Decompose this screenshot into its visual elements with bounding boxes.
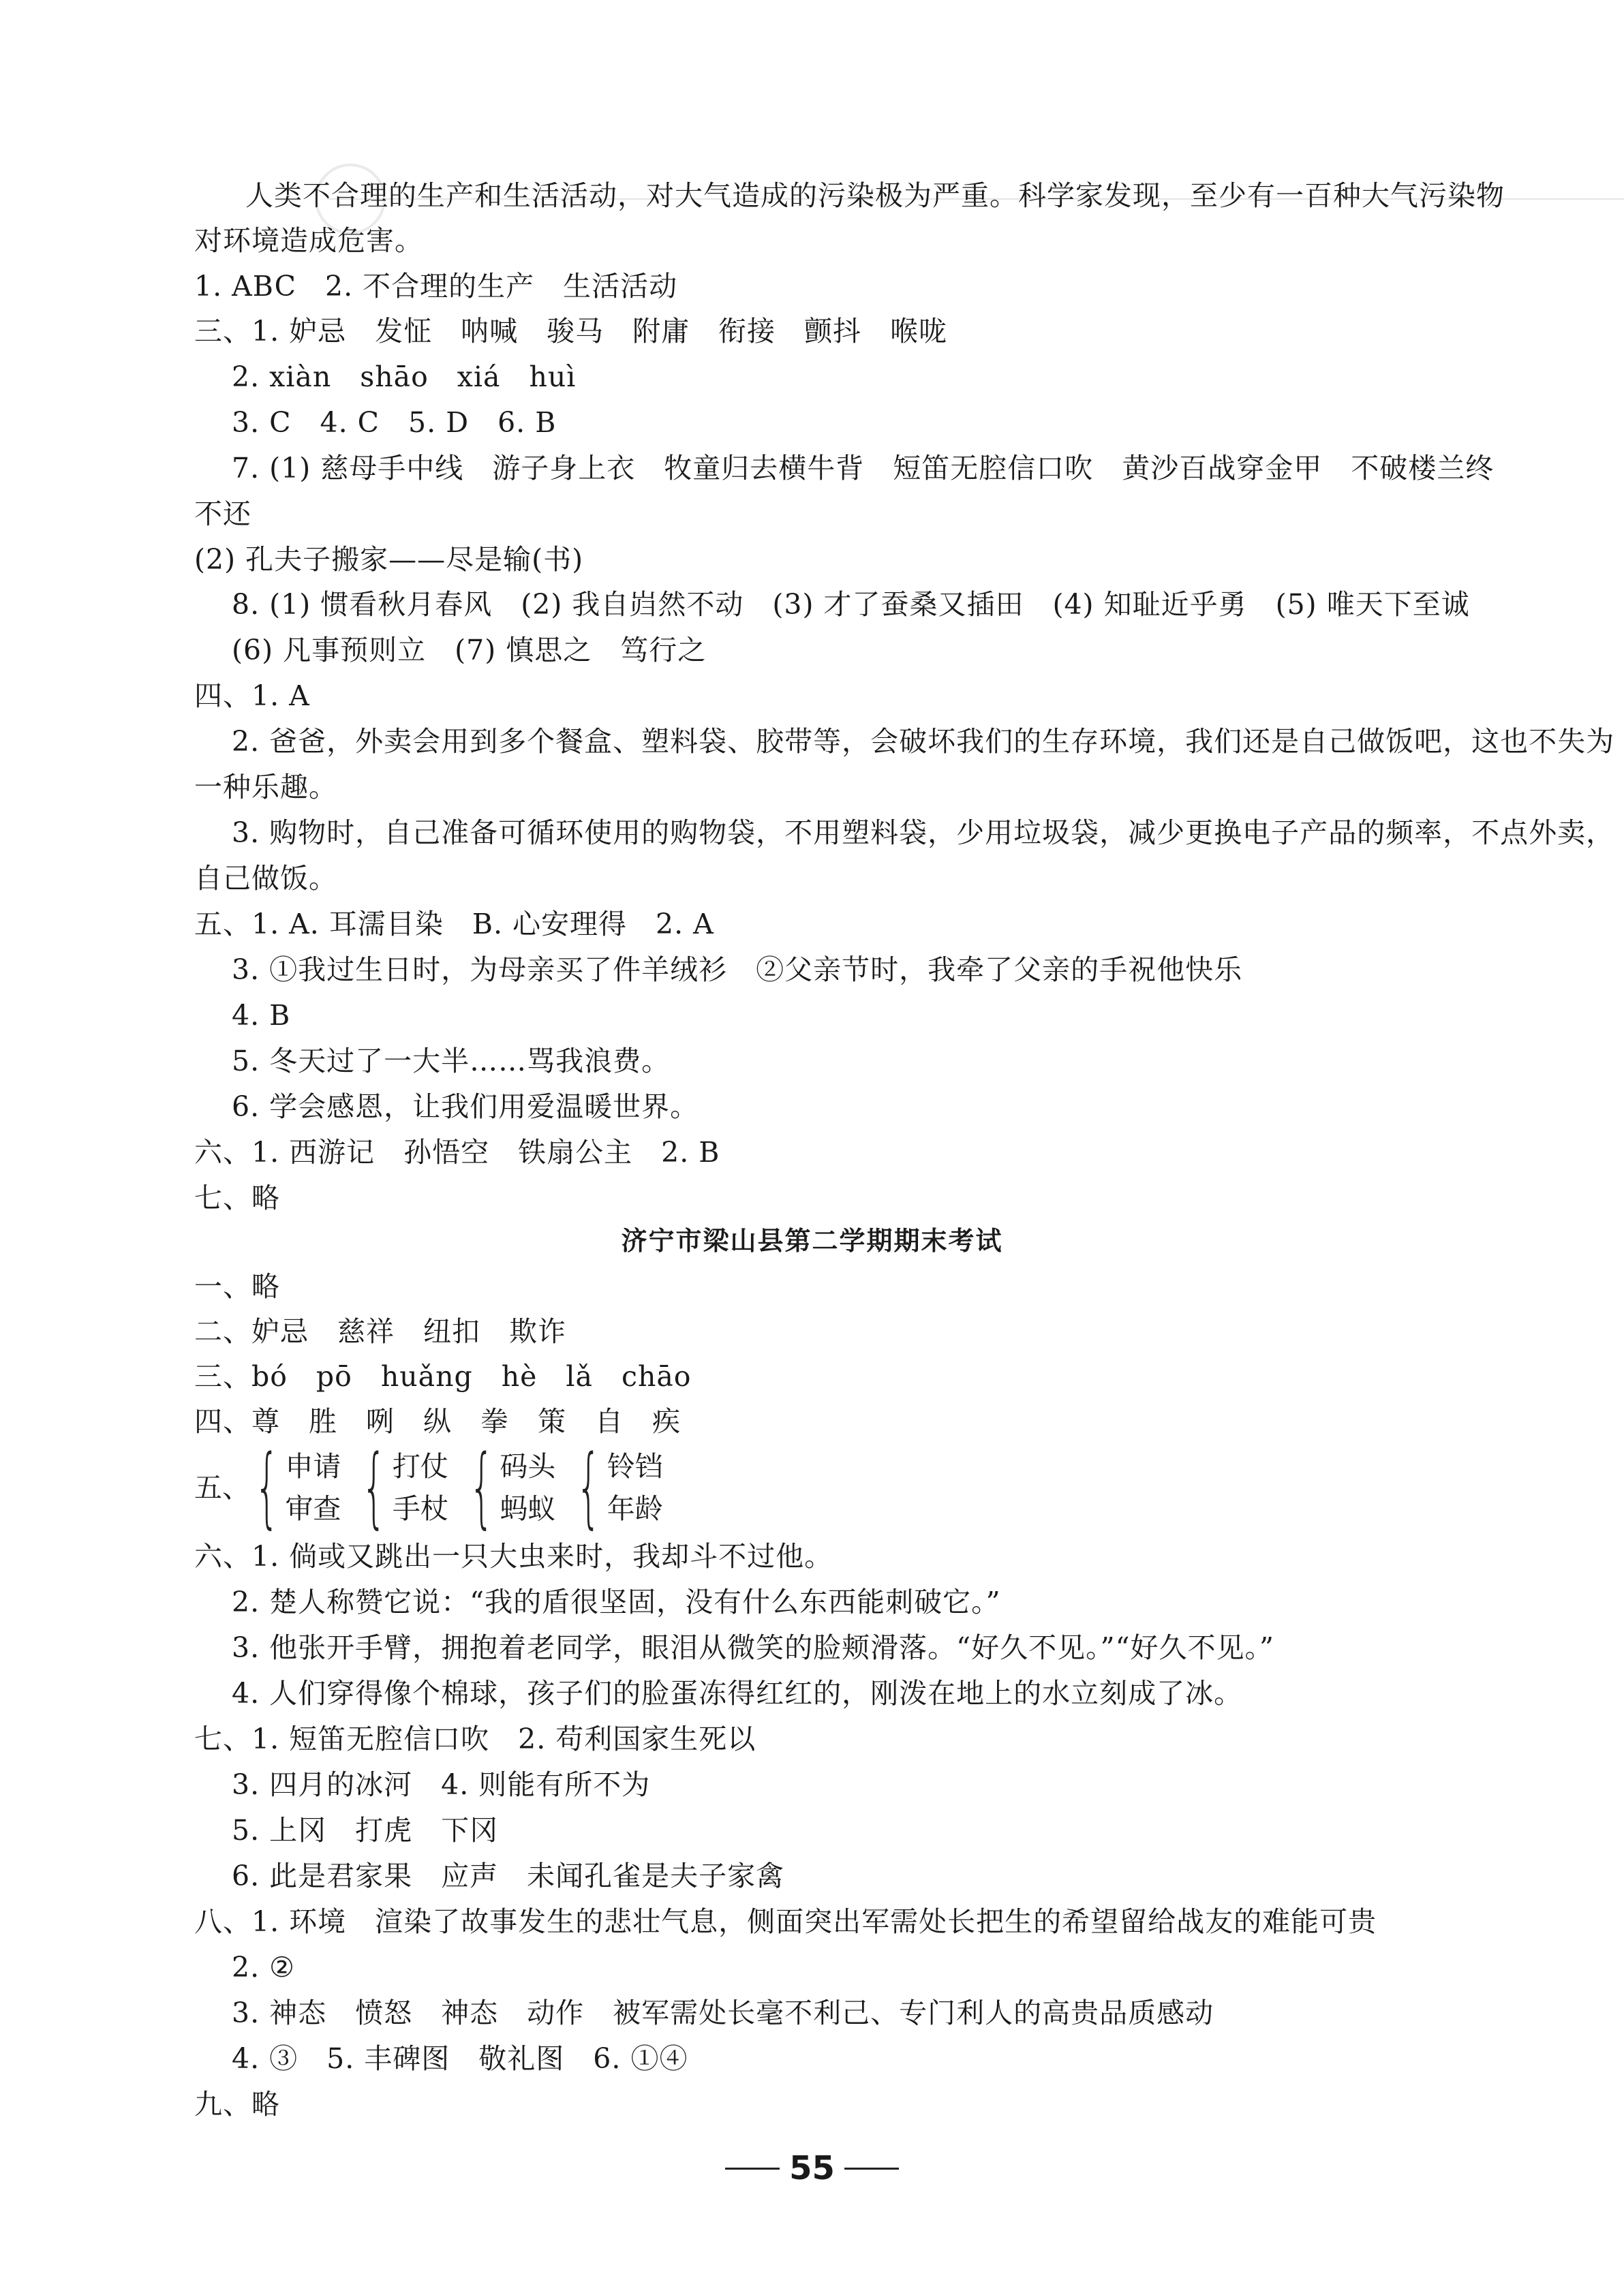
text-line: 三、1. 妒忌 发怔 呐喊 骏马 附庸 衔接 颤抖 喉咙 bbox=[194, 315, 948, 348]
text-line: 1. ABC 2. 不合理的生产 生活活动 bbox=[194, 270, 678, 303]
text-line: 6. 学会感恩，让我们用爱温暖世界。 bbox=[232, 1090, 699, 1123]
text-line: 2. 爸爸，外卖会用到多个餐盒、塑料袋、胶带等，会破坏我们的生存环境，我们还是自己做饭吧，这也不失为 bbox=[232, 725, 1615, 758]
page-footer bbox=[0, 2148, 1624, 2189]
word: 打仗 bbox=[392, 1450, 448, 1483]
left-brace-icon: { bbox=[361, 1436, 387, 1538]
word: 年龄 bbox=[607, 1492, 663, 1525]
text-line: 七、略 bbox=[194, 1182, 280, 1214]
left-brace-icon: { bbox=[469, 1436, 494, 1538]
word-pair-groups bbox=[194, 1436, 681, 1538]
text-line: (6) 凡事预则立 (7) 慎思之 笃行之 bbox=[232, 634, 707, 666]
text-line: 三、bó pō huǎng hè lǎ chāo bbox=[194, 1360, 692, 1393]
text-line: 2. xiàn shāo xiá huì bbox=[232, 360, 577, 393]
text-line: 一种乐趣。 bbox=[194, 771, 337, 803]
word-pair-group bbox=[358, 1436, 448, 1538]
text-line: 六、1. 西游记 孙悟空 铁扇公主 2. B bbox=[194, 1136, 720, 1169]
text-line: 二、妒忌 慈祥 纽扣 欺诈 bbox=[194, 1315, 566, 1348]
text-line: 3. 他张开手臂，拥抱着老同学，眼泪从微笑的脸颊滑落。“好久不见。”“好久不见。” bbox=[232, 1631, 1274, 1664]
text-line: (2) 孔夫子搬家——尽是输(书) bbox=[194, 543, 584, 576]
text-line: 8. (1) 惯看秋月春风 (2) 我自岿然不动 (3) 才了蚕桑又插田 (4) 知耻近乎勇 (5) 唯天下至诚 bbox=[232, 588, 1470, 621]
text-line: 7. (1) 慈母手中线 游子身上衣 牧童归去横牛背 短笛无腔信口吹 黄沙百战穿金甲 不破楼兰终 bbox=[232, 452, 1495, 484]
page-number: 55 bbox=[789, 2149, 835, 2187]
text-line: 4. B bbox=[232, 999, 291, 1032]
word-pair-group bbox=[251, 1436, 341, 1538]
footer-dash bbox=[844, 2168, 899, 2170]
text-line: 5. 冬天过了一大半……骂我浪费。 bbox=[232, 1045, 671, 1077]
question-number: 五、 bbox=[194, 1471, 250, 1504]
text-line: 2. ② bbox=[232, 1951, 295, 1984]
text-line: 自己做饭。 bbox=[194, 862, 337, 895]
text-line: 九、略 bbox=[194, 2088, 280, 2121]
text-line: 不还 bbox=[194, 497, 251, 530]
text-line: 人类不合理的生产和生活活动，对大气造成的污染极为严重。科学家发现，至少有一百种大气污染物 bbox=[245, 179, 1505, 212]
word: 审查 bbox=[285, 1492, 341, 1525]
text-line: 3. C 4. C 5. D 6. B bbox=[232, 406, 557, 439]
text-line: 3. 神态 愤怒 神态 动作 被军需处长毫不利己、专门利人的高贵品质感动 bbox=[232, 1997, 1214, 2029]
text-line: 3. ①我过生日时，为母亲买了件羊绒衫 ②父亲节时，我牵了父亲的手祝他快乐 bbox=[232, 953, 1243, 986]
left-brace-icon: { bbox=[254, 1436, 280, 1538]
text-line: 4. 人们穿得像个棉球，孩子们的脸蛋冻得红红的，刚泼在地上的水立刻成了冰。 bbox=[232, 1677, 1243, 1710]
word: 铃铛 bbox=[607, 1450, 663, 1483]
text-line: 3. 购物时，自己准备可循环使用的购物袋，不用塑料袋，少用垃圾袋，减少更换电子产品的频率，不点外卖， bbox=[232, 816, 1615, 849]
word-pair-group bbox=[466, 1436, 556, 1538]
text-line: 八、1. 环境 渲染了故事发生的悲壮气息，侧面突出军需处长把生的希望留给战友的难能可贵 bbox=[194, 1905, 1377, 1938]
text-line: 2. 楚人称赞它说：“我的盾很坚固，没有什么东西能刺破它。” bbox=[232, 1586, 1001, 1618]
text-line: 6. 此是君家果 应声 未闻孔雀是夫子家禽 bbox=[232, 1860, 785, 1892]
text-line: 四、尊 胜 咧 纵 拳 策 自 疾 bbox=[194, 1405, 681, 1438]
word: 码头 bbox=[500, 1450, 556, 1483]
word: 蚂蚁 bbox=[500, 1492, 556, 1525]
word-pair-group bbox=[573, 1436, 663, 1538]
text-line: 4. ③ 5. 丰碑图 敬礼图 6. ①④ bbox=[232, 2042, 688, 2075]
text-line: 3. 四月的冰河 4. 则能有所不为 bbox=[232, 1768, 651, 1801]
footer-dash bbox=[725, 2168, 780, 2170]
section-title: 济宁市梁山县第二学期期末考试 bbox=[621, 1226, 1003, 1256]
text-line: 5. 上冈 打虎 下冈 bbox=[232, 1814, 499, 1847]
text-line: 四、1. A bbox=[194, 679, 310, 712]
text-line: 五、1. A. 耳濡目染 B. 心安理得 2. A bbox=[194, 908, 714, 940]
text-line: 一、略 bbox=[194, 1270, 280, 1303]
word: 手杖 bbox=[392, 1492, 448, 1525]
text-line: 对环境造成危害。 bbox=[194, 224, 423, 257]
text-line: 七、1. 短笛无腔信口吹 2. 苟利国家生死以 bbox=[194, 1723, 756, 1755]
left-brace-icon: { bbox=[576, 1436, 602, 1538]
word: 申请 bbox=[285, 1450, 341, 1483]
text-line: 六、1. 倘或又跳出一只大虫来时，我却斗不过他。 bbox=[194, 1540, 833, 1573]
